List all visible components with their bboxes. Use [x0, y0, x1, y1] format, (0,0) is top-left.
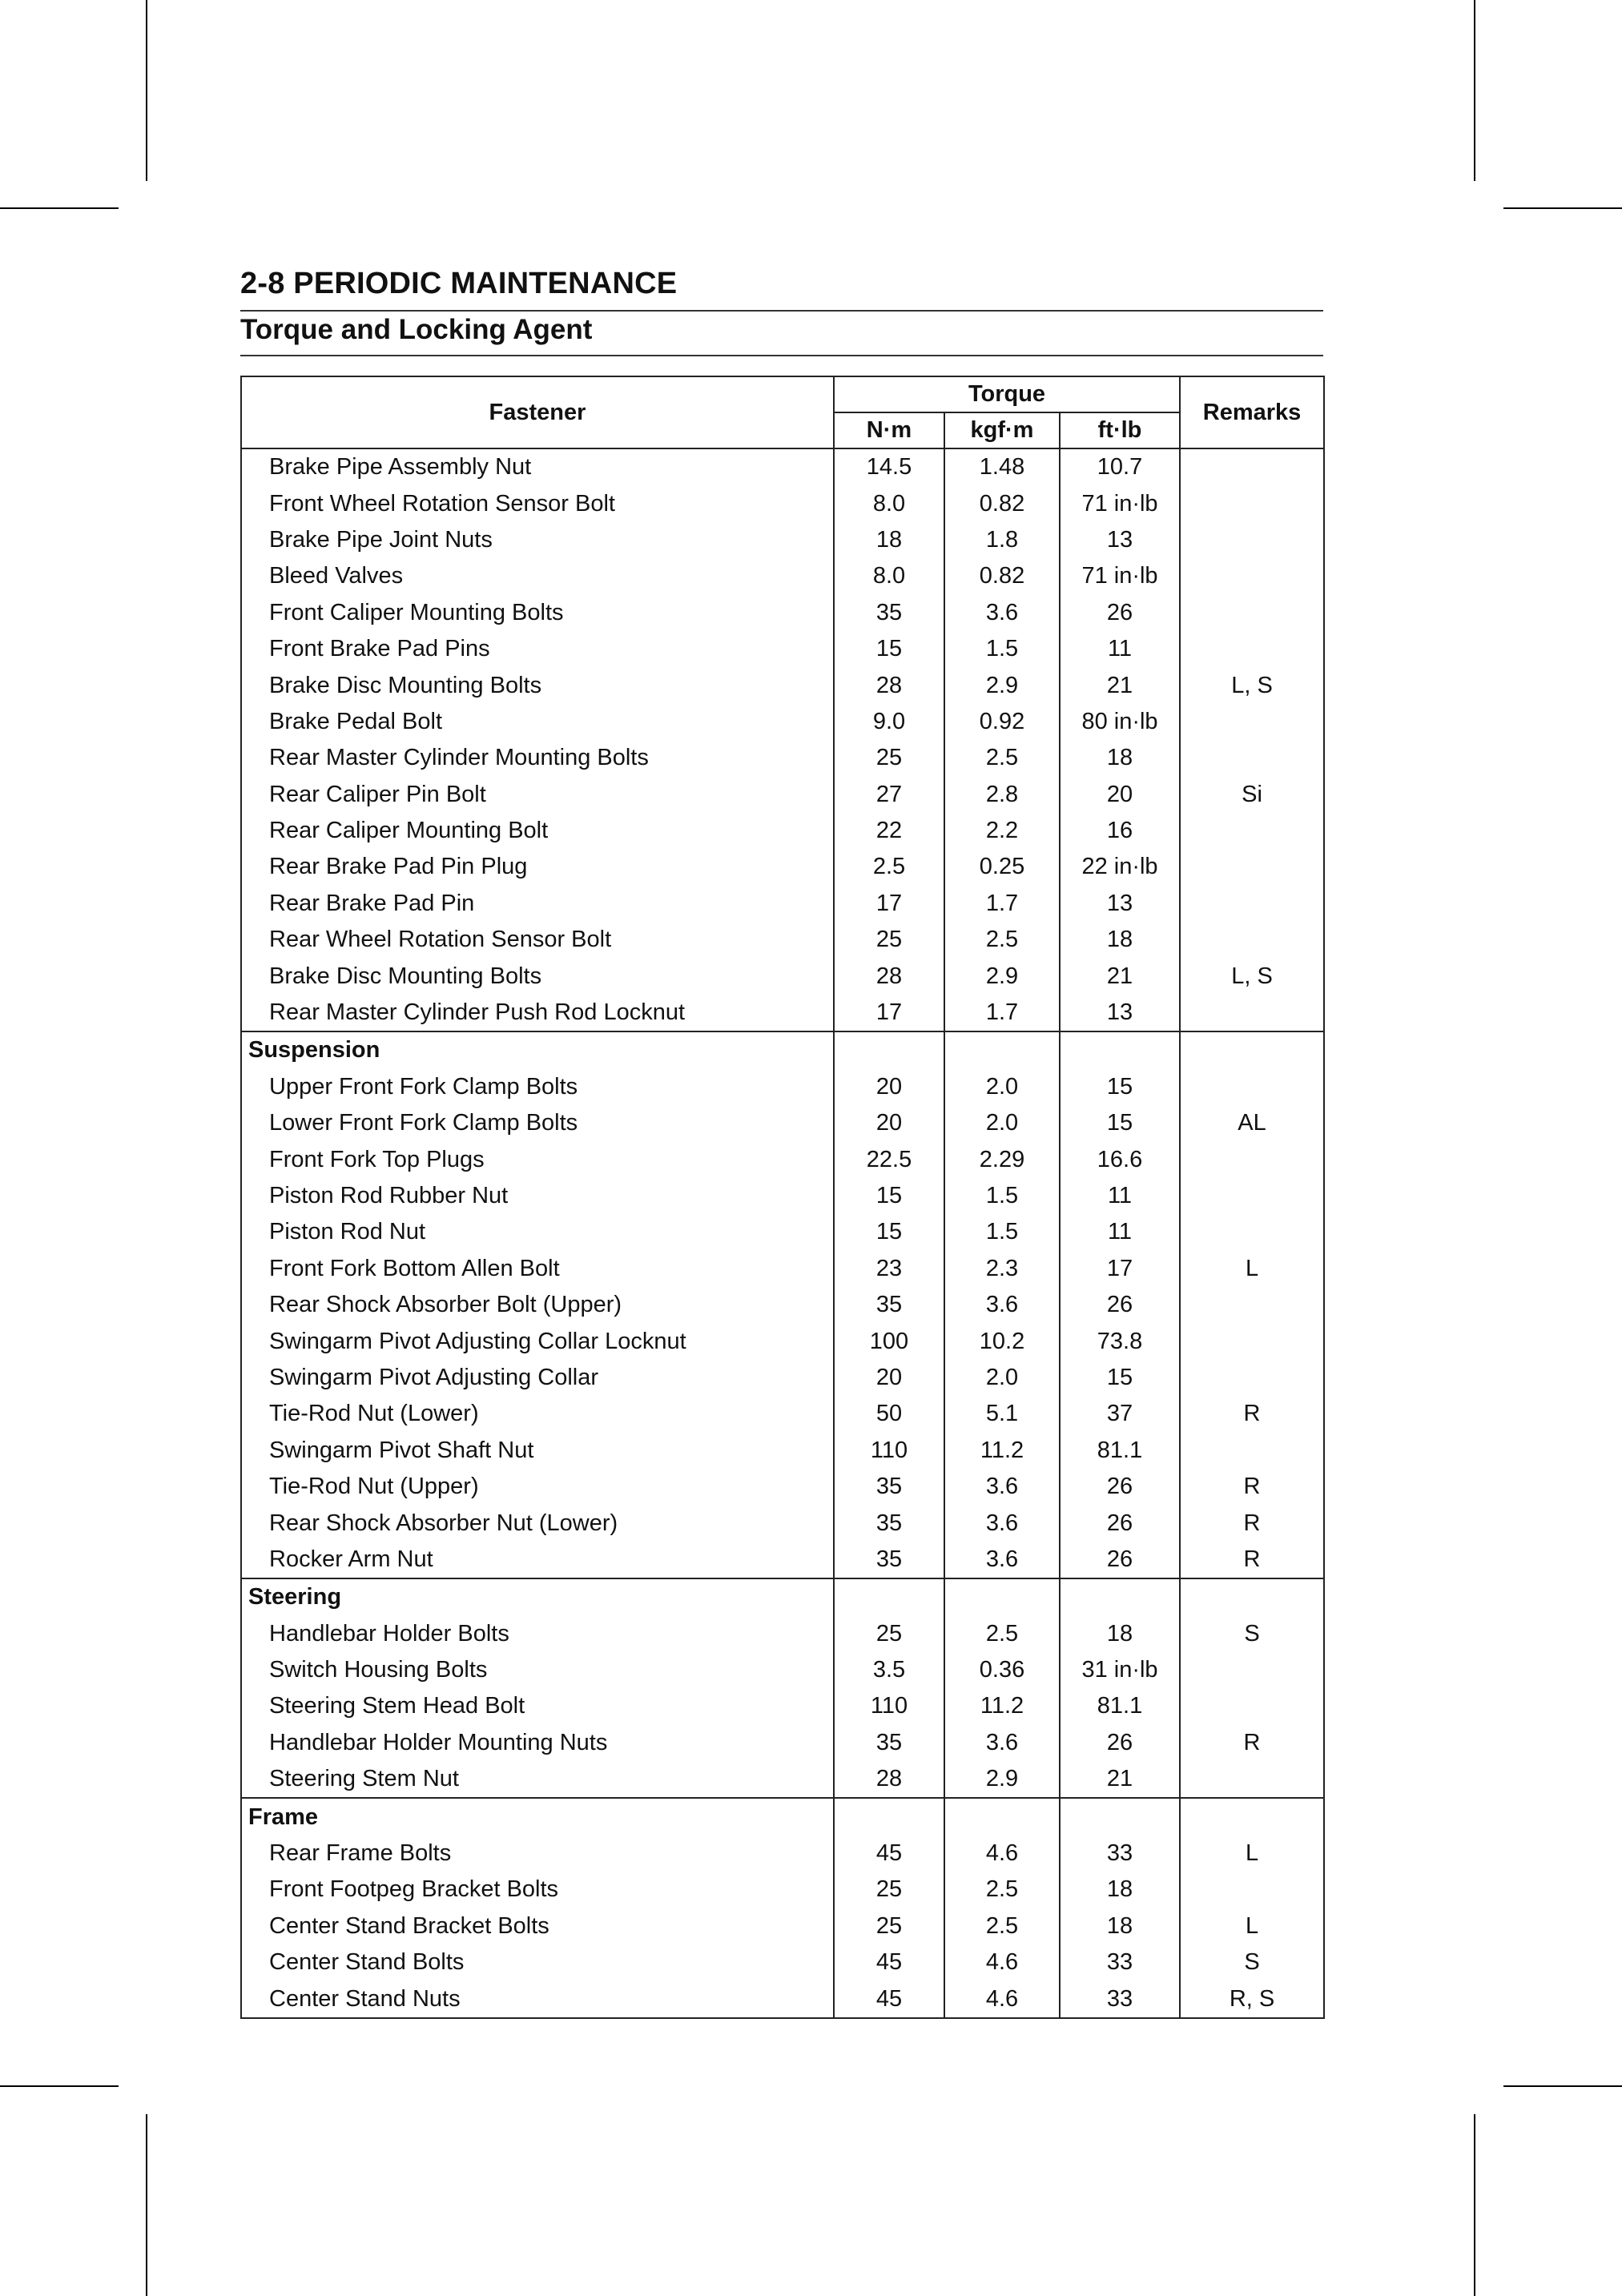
- table-row: [241, 813, 1324, 849]
- kgfm-cell: 0.36: [944, 1652, 1060, 1688]
- fastener-cell: Steering Stem Head Bolt: [241, 1688, 834, 1724]
- remarks-cell: [1180, 922, 1324, 958]
- kgfm-cell: 4.6: [944, 1980, 1060, 2017]
- table-row: [241, 558, 1324, 594]
- nm-cell: 35: [834, 1469, 944, 1505]
- empty-cell: [834, 1798, 944, 1835]
- table-row: [241, 777, 1324, 813]
- fastener-cell: Front Wheel Rotation Sensor Bolt: [241, 485, 834, 521]
- kgfm-cell: 0.82: [944, 558, 1060, 594]
- header-fastener: Fastener: [241, 376, 834, 448]
- nm-cell: 45: [834, 1836, 944, 1872]
- ftlb-cell: 26: [1060, 1287, 1180, 1323]
- kgfm-cell: 1.5: [944, 1214, 1060, 1250]
- kgfm-cell: 2.29: [944, 1141, 1060, 1177]
- ftlb-cell: 37: [1060, 1396, 1180, 1432]
- ftlb-cell: 18: [1060, 1872, 1180, 1908]
- fastener-cell: Bleed Valves: [241, 558, 834, 594]
- ftlb-cell: 21: [1060, 667, 1180, 703]
- fastener-cell: Center Stand Nuts: [241, 1980, 834, 2017]
- table-row: [241, 1251, 1324, 1287]
- fastener-cell: Swingarm Pivot Adjusting Collar Locknut: [241, 1323, 834, 1359]
- remarks-cell: R: [1180, 1542, 1324, 1578]
- ftlb-cell: 11: [1060, 1214, 1180, 1250]
- group-header-row: [241, 1031, 1324, 1068]
- table-row: [241, 1396, 1324, 1432]
- fastener-cell: Tie-Rod Nut (Upper): [241, 1469, 834, 1505]
- table-row: [241, 740, 1324, 776]
- header-remarks: Remarks: [1180, 376, 1324, 448]
- fastener-cell: Brake Pedal Bolt: [241, 704, 834, 740]
- nm-cell: 110: [834, 1688, 944, 1724]
- ftlb-cell: 33: [1060, 1980, 1180, 2017]
- kgfm-cell: 2.0: [944, 1360, 1060, 1396]
- empty-cell: [944, 1031, 1060, 1068]
- remarks-cell: [1180, 1652, 1324, 1688]
- fastener-cell: Rocker Arm Nut: [241, 1542, 834, 1578]
- header-kgfm: kgf·m: [944, 412, 1060, 448]
- ftlb-cell: 26: [1060, 1542, 1180, 1578]
- fastener-cell: Rear Shock Absorber Bolt (Upper): [241, 1287, 834, 1323]
- table-row: [241, 522, 1324, 558]
- ftlb-cell: 73.8: [1060, 1323, 1180, 1359]
- fastener-cell: Rear Shock Absorber Nut (Lower): [241, 1505, 834, 1541]
- kgfm-cell: 0.92: [944, 704, 1060, 740]
- ftlb-cell: 26: [1060, 1469, 1180, 1505]
- table-row: [241, 1360, 1324, 1396]
- remarks-cell: [1180, 631, 1324, 667]
- table-row: [241, 1688, 1324, 1724]
- remarks-cell: L: [1180, 1251, 1324, 1287]
- fastener-cell: Lower Front Fork Clamp Bolts: [241, 1105, 834, 1141]
- remarks-cell: L: [1180, 1908, 1324, 1944]
- nm-cell: 100: [834, 1323, 944, 1359]
- empty-cell: [1060, 1578, 1180, 1615]
- kgfm-cell: 2.0: [944, 1105, 1060, 1141]
- table-row: [241, 704, 1324, 740]
- kgfm-cell: 1.7: [944, 995, 1060, 1031]
- kgfm-cell: 3.6: [944, 1469, 1060, 1505]
- fastener-cell: Swingarm Pivot Adjusting Collar: [241, 1360, 834, 1396]
- remarks-cell: S: [1180, 1944, 1324, 1980]
- fastener-cell: Rear Caliper Pin Bolt: [241, 777, 834, 813]
- ftlb-cell: 18: [1060, 1908, 1180, 1944]
- remarks-cell: [1180, 1360, 1324, 1396]
- fastener-cell: Rear Caliper Mounting Bolt: [241, 813, 834, 849]
- group-header-row: [241, 1798, 1324, 1835]
- kgfm-cell: 2.8: [944, 777, 1060, 813]
- fastener-cell: Rear Brake Pad Pin Plug: [241, 849, 834, 885]
- remarks-cell: [1180, 1178, 1324, 1214]
- kgfm-cell: 2.5: [944, 922, 1060, 958]
- ftlb-cell: 21: [1060, 958, 1180, 994]
- kgfm-cell: 11.2: [944, 1433, 1060, 1469]
- table-row: [241, 1542, 1324, 1578]
- fastener-cell: Center Stand Bolts: [241, 1944, 834, 1980]
- kgfm-cell: 0.25: [944, 849, 1060, 885]
- ftlb-cell: 10.7: [1060, 448, 1180, 485]
- ftlb-cell: 81.1: [1060, 1688, 1180, 1724]
- empty-cell: [1060, 1798, 1180, 1835]
- ftlb-cell: 71 in·lb: [1060, 558, 1180, 594]
- ftlb-cell: 26: [1060, 1505, 1180, 1541]
- ftlb-cell: 13: [1060, 995, 1180, 1031]
- kgfm-cell: 3.6: [944, 1542, 1060, 1578]
- table-row: [241, 1323, 1324, 1359]
- nm-cell: 25: [834, 1908, 944, 1944]
- fastener-cell: Front Fork Bottom Allen Bolt: [241, 1251, 834, 1287]
- ftlb-cell: 11: [1060, 631, 1180, 667]
- nm-cell: 20: [834, 1360, 944, 1396]
- ftlb-cell: 15: [1060, 1360, 1180, 1396]
- empty-cell: [1060, 1031, 1180, 1068]
- nm-cell: 8.0: [834, 485, 944, 521]
- nm-cell: 17: [834, 886, 944, 922]
- nm-cell: 35: [834, 1287, 944, 1323]
- table-row: [241, 1616, 1324, 1652]
- kgfm-cell: 2.5: [944, 1616, 1060, 1652]
- table-row: [241, 995, 1324, 1031]
- torque-table: [240, 376, 1325, 2019]
- remarks-cell: [1180, 886, 1324, 922]
- header-torque: Torque: [834, 376, 1180, 412]
- nm-cell: 15: [834, 631, 944, 667]
- kgfm-cell: 2.9: [944, 667, 1060, 703]
- fastener-cell: Brake Pipe Joint Nuts: [241, 522, 834, 558]
- table-row: [241, 886, 1324, 922]
- ftlb-cell: 80 in·lb: [1060, 704, 1180, 740]
- nm-cell: 28: [834, 667, 944, 703]
- remarks-cell: [1180, 1141, 1324, 1177]
- group-name: Steering: [241, 1578, 834, 1615]
- crop-mark: [1503, 2085, 1622, 2087]
- ftlb-cell: 16: [1060, 813, 1180, 849]
- fastener-cell: Brake Disc Mounting Bolts: [241, 667, 834, 703]
- crop-mark: [1474, 0, 1475, 181]
- kgfm-cell: 1.5: [944, 631, 1060, 667]
- ftlb-cell: 13: [1060, 886, 1180, 922]
- ftlb-cell: 13: [1060, 522, 1180, 558]
- remarks-cell: [1180, 849, 1324, 885]
- fastener-cell: Brake Pipe Assembly Nut: [241, 448, 834, 485]
- table-row: [241, 1836, 1324, 1872]
- remarks-cell: AL: [1180, 1105, 1324, 1141]
- kgfm-cell: 11.2: [944, 1688, 1060, 1724]
- kgfm-cell: 0.82: [944, 485, 1060, 521]
- ftlb-cell: 33: [1060, 1944, 1180, 1980]
- kgfm-cell: 2.2: [944, 813, 1060, 849]
- kgfm-cell: 3.6: [944, 1725, 1060, 1761]
- nm-cell: 17: [834, 995, 944, 1031]
- table-row: [241, 631, 1324, 667]
- header-ftlb: ft·lb: [1060, 412, 1180, 448]
- fastener-cell: Front Fork Top Plugs: [241, 1141, 834, 1177]
- fastener-cell: Piston Rod Rubber Nut: [241, 1178, 834, 1214]
- ftlb-cell: 18: [1060, 740, 1180, 776]
- kgfm-cell: 1.7: [944, 886, 1060, 922]
- kgfm-cell: 2.3: [944, 1251, 1060, 1287]
- remarks-cell: R: [1180, 1469, 1324, 1505]
- kgfm-cell: 2.9: [944, 958, 1060, 994]
- nm-cell: 15: [834, 1178, 944, 1214]
- table-row: [241, 1178, 1324, 1214]
- fastener-cell: Front Footpeg Bracket Bolts: [241, 1872, 834, 1908]
- fastener-cell: Center Stand Bracket Bolts: [241, 1908, 834, 1944]
- fastener-cell: Front Caliper Mounting Bolts: [241, 595, 834, 631]
- ftlb-cell: 71 in·lb: [1060, 485, 1180, 521]
- title-rule: [240, 310, 1323, 312]
- crop-mark: [0, 2085, 119, 2087]
- ftlb-cell: 31 in·lb: [1060, 1652, 1180, 1688]
- table-row: [241, 1505, 1324, 1541]
- empty-cell: [1180, 1798, 1324, 1835]
- nm-cell: 3.5: [834, 1652, 944, 1688]
- remarks-cell: [1180, 1761, 1324, 1798]
- kgfm-cell: 1.5: [944, 1178, 1060, 1214]
- remarks-cell: R: [1180, 1505, 1324, 1541]
- kgfm-cell: 3.6: [944, 1505, 1060, 1541]
- remarks-cell: S: [1180, 1616, 1324, 1652]
- kgfm-cell: 4.6: [944, 1836, 1060, 1872]
- ftlb-cell: 20: [1060, 777, 1180, 813]
- crop-mark: [1503, 207, 1622, 209]
- table-row: [241, 1872, 1324, 1908]
- group-name: Frame: [241, 1798, 834, 1835]
- remarks-cell: [1180, 1214, 1324, 1250]
- crop-mark: [146, 0, 147, 181]
- table-body: [241, 448, 1324, 2018]
- nm-cell: 28: [834, 958, 944, 994]
- kgfm-cell: 3.6: [944, 595, 1060, 631]
- nm-cell: 28: [834, 1761, 944, 1798]
- kgfm-cell: 3.6: [944, 1287, 1060, 1323]
- empty-cell: [944, 1798, 1060, 1835]
- nm-cell: 8.0: [834, 558, 944, 594]
- empty-cell: [1180, 1578, 1324, 1615]
- nm-cell: 15: [834, 1214, 944, 1250]
- remarks-cell: [1180, 1688, 1324, 1724]
- nm-cell: 14.5: [834, 448, 944, 485]
- empty-cell: [944, 1578, 1060, 1615]
- nm-cell: 23: [834, 1251, 944, 1287]
- ftlb-cell: 22 in·lb: [1060, 849, 1180, 885]
- remarks-cell: [1180, 1323, 1324, 1359]
- nm-cell: 25: [834, 740, 944, 776]
- remarks-cell: [1180, 1287, 1324, 1323]
- kgfm-cell: 1.8: [944, 522, 1060, 558]
- kgfm-cell: 5.1: [944, 1396, 1060, 1432]
- nm-cell: 25: [834, 922, 944, 958]
- ftlb-cell: 18: [1060, 922, 1180, 958]
- remarks-cell: [1180, 1069, 1324, 1105]
- fastener-cell: Switch Housing Bolts: [241, 1652, 834, 1688]
- fastener-cell: Steering Stem Nut: [241, 1761, 834, 1798]
- table-row: [241, 595, 1324, 631]
- nm-cell: 45: [834, 1944, 944, 1980]
- kgfm-cell: 4.6: [944, 1944, 1060, 1980]
- kgfm-cell: 2.0: [944, 1069, 1060, 1105]
- kgfm-cell: 2.5: [944, 740, 1060, 776]
- fastener-cell: Rear Frame Bolts: [241, 1836, 834, 1872]
- empty-cell: [834, 1031, 944, 1068]
- kgfm-cell: 2.5: [944, 1908, 1060, 1944]
- nm-cell: 35: [834, 1542, 944, 1578]
- remarks-cell: [1180, 1872, 1324, 1908]
- ftlb-cell: 33: [1060, 1836, 1180, 1872]
- table-row: [241, 1908, 1324, 1944]
- table-row: [241, 849, 1324, 885]
- remarks-cell: [1180, 704, 1324, 740]
- remarks-cell: [1180, 995, 1324, 1031]
- table-row: [241, 958, 1324, 994]
- nm-cell: 9.0: [834, 704, 944, 740]
- nm-cell: 22: [834, 813, 944, 849]
- table-row: [241, 1214, 1324, 1250]
- remarks-cell: [1180, 740, 1324, 776]
- crop-mark: [0, 207, 119, 209]
- nm-cell: 27: [834, 777, 944, 813]
- fastener-cell: Brake Disc Mounting Bolts: [241, 958, 834, 994]
- table-row: [241, 485, 1324, 521]
- kgfm-cell: 1.48: [944, 448, 1060, 485]
- nm-cell: 35: [834, 595, 944, 631]
- kgfm-cell: 2.5: [944, 1872, 1060, 1908]
- fastener-cell: Piston Rod Nut: [241, 1214, 834, 1250]
- section-title: Torque and Locking Agent: [240, 314, 593, 345]
- nm-cell: 2.5: [834, 849, 944, 885]
- table-row: [241, 1944, 1324, 1980]
- table-row: [241, 1652, 1324, 1688]
- remarks-cell: [1180, 813, 1324, 849]
- header-nm: N·m: [834, 412, 944, 448]
- remarks-cell: [1180, 448, 1324, 485]
- remarks-cell: [1180, 522, 1324, 558]
- page-title: 2-8 PERIODIC MAINTENANCE: [240, 267, 678, 300]
- kgfm-cell: 10.2: [944, 1323, 1060, 1359]
- remarks-cell: L, S: [1180, 958, 1324, 994]
- nm-cell: 110: [834, 1433, 944, 1469]
- remarks-cell: [1180, 1433, 1324, 1469]
- fastener-cell: Handlebar Holder Mounting Nuts: [241, 1725, 834, 1761]
- fastener-cell: Rear Wheel Rotation Sensor Bolt: [241, 922, 834, 958]
- fastener-cell: Tie-Rod Nut (Lower): [241, 1396, 834, 1432]
- nm-cell: 20: [834, 1069, 944, 1105]
- group-name: Suspension: [241, 1031, 834, 1068]
- ftlb-cell: 21: [1060, 1761, 1180, 1798]
- remarks-cell: L: [1180, 1836, 1324, 1872]
- ftlb-cell: 11: [1060, 1178, 1180, 1214]
- table-row: [241, 1141, 1324, 1177]
- remarks-cell: R: [1180, 1396, 1324, 1432]
- table-row: [241, 1105, 1324, 1141]
- fastener-cell: Rear Master Cylinder Push Rod Locknut: [241, 995, 834, 1031]
- table-row: [241, 1725, 1324, 1761]
- table-row: [241, 1069, 1324, 1105]
- nm-cell: 50: [834, 1396, 944, 1432]
- empty-cell: [1180, 1031, 1324, 1068]
- table-row: [241, 448, 1324, 485]
- nm-cell: 35: [834, 1505, 944, 1541]
- nm-cell: 20: [834, 1105, 944, 1141]
- remarks-cell: R: [1180, 1725, 1324, 1761]
- ftlb-cell: 26: [1060, 1725, 1180, 1761]
- kgfm-cell: 2.9: [944, 1761, 1060, 1798]
- nm-cell: 25: [834, 1872, 944, 1908]
- fastener-cell: Rear Master Cylinder Mounting Bolts: [241, 740, 834, 776]
- table-row: [241, 1469, 1324, 1505]
- table-row: [241, 1980, 1324, 2017]
- crop-mark: [1474, 2114, 1475, 2296]
- nm-cell: 35: [834, 1725, 944, 1761]
- table-row: [241, 1761, 1324, 1798]
- section-rule: [240, 355, 1323, 356]
- table-row: [241, 1287, 1324, 1323]
- remarks-cell: R, S: [1180, 1980, 1324, 2017]
- remarks-cell: L, S: [1180, 667, 1324, 703]
- ftlb-cell: 16.6: [1060, 1141, 1180, 1177]
- ftlb-cell: 17: [1060, 1251, 1180, 1287]
- group-header-row: [241, 1578, 1324, 1615]
- remarks-cell: [1180, 595, 1324, 631]
- nm-cell: 22.5: [834, 1141, 944, 1177]
- ftlb-cell: 15: [1060, 1069, 1180, 1105]
- fastener-cell: Upper Front Fork Clamp Bolts: [241, 1069, 834, 1105]
- nm-cell: 45: [834, 1980, 944, 2017]
- empty-cell: [834, 1578, 944, 1615]
- table-row: [241, 667, 1324, 703]
- table-row: [241, 922, 1324, 958]
- table-row: [241, 1433, 1324, 1469]
- fastener-cell: Swingarm Pivot Shaft Nut: [241, 1433, 834, 1469]
- ftlb-cell: 26: [1060, 595, 1180, 631]
- ftlb-cell: 18: [1060, 1616, 1180, 1652]
- fastener-cell: Rear Brake Pad Pin: [241, 886, 834, 922]
- fastener-cell: Handlebar Holder Bolts: [241, 1616, 834, 1652]
- fastener-cell: Front Brake Pad Pins: [241, 631, 834, 667]
- nm-cell: 18: [834, 522, 944, 558]
- crop-mark: [146, 2114, 147, 2296]
- remarks-cell: Si: [1180, 777, 1324, 813]
- remarks-cell: [1180, 485, 1324, 521]
- remarks-cell: [1180, 558, 1324, 594]
- nm-cell: 25: [834, 1616, 944, 1652]
- ftlb-cell: 15: [1060, 1105, 1180, 1141]
- ftlb-cell: 81.1: [1060, 1433, 1180, 1469]
